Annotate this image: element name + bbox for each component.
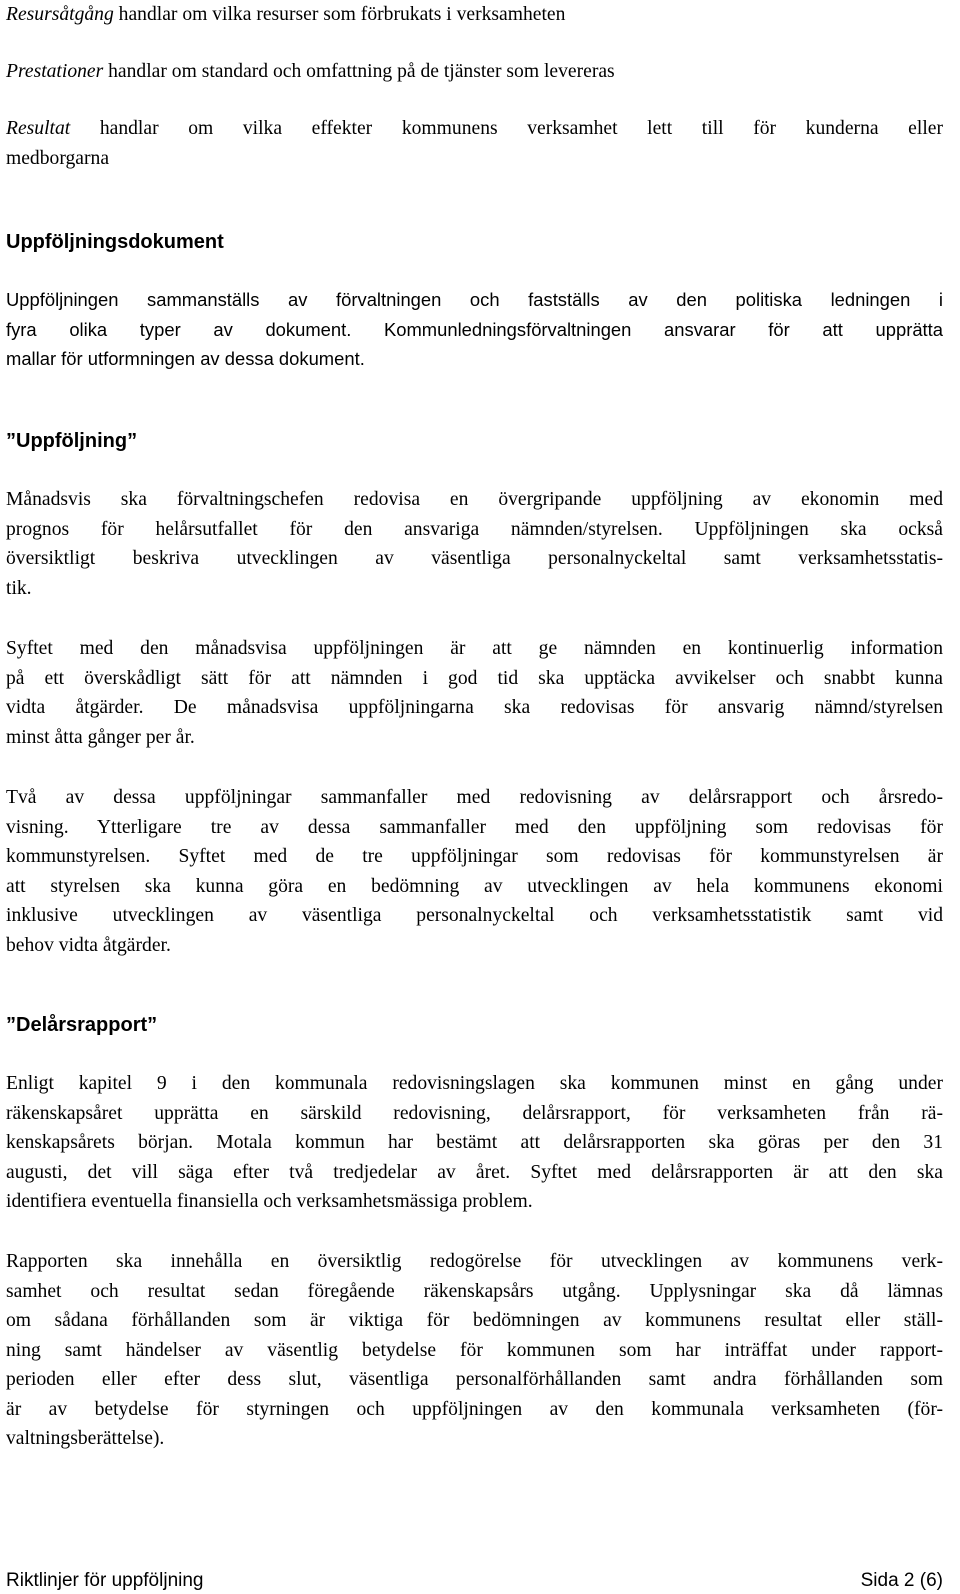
delarsrapport-p1-line-3: kenskapsårets början. Motala kommun har bestämt att delårsrapporten ska göras per den 31	[6, 1132, 943, 1153]
paragraph-delarsrapport-2	[6, 1247, 943, 1454]
paragraph-uppfoljning-1	[6, 485, 943, 603]
uppfoljning-p2-line-2: på ett överskådligt sätt för att nämnden i god tid ska upptäcka avvikelser och snabbt kunna	[6, 667, 943, 689]
footer-document-title: Riktlinjer för uppföljning	[6, 1570, 204, 1591]
uppfoljning-p2-line-3: vidta åtgärder. De månadsvisa uppföljningarna ska redovisas för ansvarig nämnd/styrelsen	[6, 697, 943, 718]
intro-line-3-text: handlar om vilka effekter kommunens verksamhet lett till för kunderna eller	[70, 118, 943, 139]
uppfoljning-p1-line-3: översiktligt beskriva utvecklingen av väsentliga personalnyckeltal samt verksamhetsstatis-	[6, 548, 943, 569]
uppfoljning-p1-line-2: prognos för helårsutfallet för den ansvariga nämnden/styrelsen. Uppföljningen ska också	[6, 518, 943, 540]
term-resursatgang: Resursåtgång	[6, 4, 114, 25]
delarsrapport-p1-line-5: identifiera eventuella finansiella och verksamhetsmässiga problem.	[6, 1191, 533, 1212]
delarsrapport-p1-line-4: augusti, det vill säga efter två tredjedelar av året. Syftet med delårsrapporten är att den ska	[6, 1161, 943, 1183]
delarsrapport-p2-line-4: ning samt händelser av väsentlig betydelse för kommunen som har inträffat under rapport-	[6, 1339, 943, 1361]
footer-page-number: Sida 2 (6)	[860, 1570, 943, 1591]
heading-uppfoljningsdokument: Uppföljningsdokument	[6, 231, 224, 253]
paragraph-uppfoljning-3	[6, 783, 943, 960]
uppfoljning-p3-line-4: att styrelsen ska kunna göra en bedömning av utvecklingen av hela kommunens ekonomi	[6, 875, 943, 897]
term-resultat: Resultat	[6, 118, 71, 139]
delarsrapport-p2-line-1: Rapporten ska innehålla en översiktlig redogörelse för utvecklingen av kommunens verk-	[6, 1251, 943, 1272]
uppfoljning-p3-line-2: visning. Ytterligare tre av dessa sammanfaller med den uppföljning som redovisas för	[6, 816, 943, 838]
uppfoljning-p1-line-1: Månadsvis ska förvaltningschefen redovisa en övergripande uppföljning av ekonomin med	[6, 489, 943, 510]
uppfoljning-p3-line-6: behov vidta åtgärder.	[6, 934, 171, 956]
delarsrapport-p2-line-6: är av betydelse för styrningen och uppföljningen av den kommunala verksamheten (för-	[6, 1398, 943, 1420]
paragraph-uppfoljning-2	[6, 634, 943, 752]
paragraph-dokument	[6, 285, 943, 374]
intro-prestationer	[6, 57, 943, 87]
uppfoljning-p1-line-4: tik.	[6, 577, 32, 599]
heading-uppfoljning: ”Uppföljning”	[6, 430, 138, 452]
term-prestationer: Prestationer	[6, 61, 104, 82]
delarsrapport-p2-line-2: samhet och resultat sedan föregående räkenskapsårs utgång. Upplysningar ska då lämnas	[6, 1280, 943, 1302]
dokument-line-3: mallar för utformningen av dessa dokument.	[6, 348, 365, 369]
dokument-line-1: Uppföljningen sammanställs av förvaltningen och fastställs av den politiska ledningen i	[6, 289, 943, 310]
page-footer	[6, 1569, 943, 1593]
intro-line-1-text: handlar om vilka resurser som förbrukats i verksamheten	[113, 4, 566, 25]
heading-delarsrapport: ”Delårsrapport”	[6, 1014, 158, 1036]
intro-line-2-text: handlar om standard och omfattning på de tjänster som levereras	[103, 61, 615, 82]
delarsrapport-p2-line-3: om sådana förhållanden som är viktiga för bedömningen av kommunens resultat eller ställ-	[6, 1310, 943, 1331]
intro-resursatgang	[6, 0, 943, 30]
uppfoljning-p3-line-5: inklusive utvecklingen av väsentliga personalnyckeltal och verksamhetsstatistik samt vid	[6, 905, 943, 926]
uppfoljning-p3-line-3: kommunstyrelsen. Syftet med de tre uppföljningar som redovisas för kommunstyrelsen är	[6, 846, 943, 867]
delarsrapport-p2-line-7: valtningsberättelse).	[6, 1428, 165, 1449]
intro-line-3-continued: medborgarna	[6, 147, 110, 169]
uppfoljning-p2-line-1: Syftet med den månadsvisa uppföljningen är att ge nämnden en kontinuerlig information	[6, 638, 943, 659]
uppfoljning-p3-line-1: Två av dessa uppföljningar sammanfaller med redovisning av delårsrapport och årsredo-	[6, 787, 943, 808]
paragraph-delarsrapport-1	[6, 1069, 943, 1217]
uppfoljning-p2-line-4: minst åtta gånger per år.	[6, 726, 195, 748]
delarsrapport-p1-line-1: Enligt kapitel 9 i den kommunala redovisningslagen ska kommunen minst en gång under	[6, 1073, 943, 1094]
delarsrapport-p2-line-5: perioden eller efter dess slut, väsentliga personalförhållanden samt andra förhållanden som	[6, 1369, 943, 1390]
dokument-line-2: fyra olika typer av dokument. Kommunledningsförvaltningen ansvarar för att upprätta	[6, 318, 943, 340]
delarsrapport-p1-line-2: räkenskapsåret upprätta en särskild redovisning, delårsrapport, för verksamheten från rä-	[6, 1102, 943, 1124]
intro-resultat	[6, 114, 943, 173]
